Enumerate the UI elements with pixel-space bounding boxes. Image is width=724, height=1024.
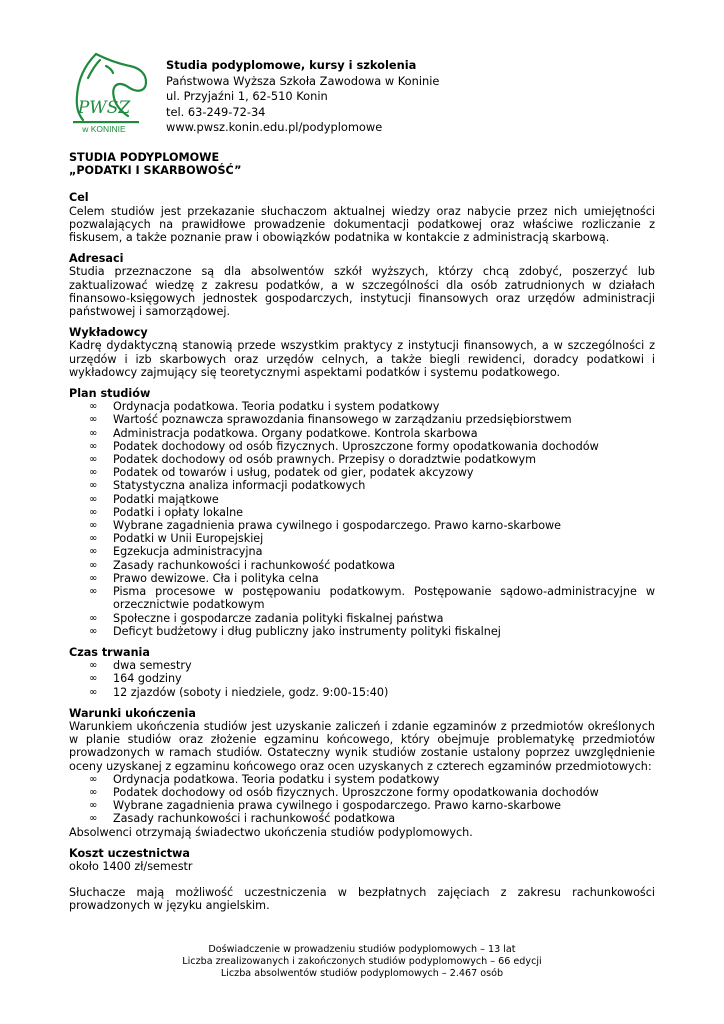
- section-adresaci: [69, 252, 655, 318]
- list-item: ∞ Statystyczna analiza informacji podatkowych: [89, 479, 366, 493]
- infinity-bullet-icon: ∞: [89, 533, 98, 545]
- section-title: Plan studiów: [69, 387, 151, 401]
- infinity-bullet-icon: ∞: [89, 686, 98, 698]
- footer-line: Liczba absolwentów studiów podyplomowych – 2.467 osób: [220, 968, 504, 980]
- section-warunki: [69, 707, 655, 839]
- infinity-bullet-icon: ∞: [89, 493, 98, 505]
- svg-text:w KONINIE: w KONINIE: [82, 124, 126, 134]
- institution-header: [166, 58, 439, 136]
- list-item: ∞ 12 zjazdów (soboty i niedziele, godz. 9:00-15:40): [89, 685, 389, 699]
- section-cel: [69, 191, 655, 244]
- header-line-phone: tel. 63-249-72-34: [166, 104, 266, 119]
- section-text: Celem studiów jest przekazanie słuchaczom aktualnej wiedzy oraz nabycie przez nich umiejętności pozwalających na prawidłowe prowadzenie dokumentacji podatkowej oraz właściwe rozliczanie z fiskusem, a także poznanie praw i obowiązków podatnika w kontakcie z administracją skarbową.: [69, 204, 655, 245]
- list-item: ∞ Egzekucja administracyjna: [89, 545, 263, 559]
- list-item: ∞ Pisma procesowe w postępowaniu podatkowym. Postępowanie sądowo-administracyjne w orzecznictwie podatkowym: [89, 585, 655, 612]
- infinity-bullet-icon: ∞: [89, 414, 98, 426]
- list-item: ∞ Ordynacja podatkowa. Teoria podatku i system podatkowy: [89, 772, 440, 786]
- list-item: ∞ Społeczne i gospodarcze zadania polityki fiskalnej państwa: [89, 611, 444, 625]
- list-item: ∞ Deficyt budżetowy i dług publiczny jako instrumenty polityki fiskalnej: [89, 624, 501, 638]
- infinity-bullet-icon: ∞: [89, 427, 98, 439]
- document-title: STUDIA PODYPLOMOWE „PODATKI I SKARBOWOŚĆ”: [69, 151, 242, 178]
- infinity-bullet-icon: ∞: [89, 612, 98, 624]
- footer-line: Doświadczenie w prowadzeniu studiów podyplomowych – 13 lat: [208, 944, 516, 955]
- list-item: ∞ Zasady rachunkowości i rachunkowość podatkowa: [89, 812, 396, 826]
- list-item: ∞ Podatek od towarów i usług, podatek od gier, podatek akcyzowy: [89, 466, 474, 480]
- header-title: Studia podyplomowe, kursy i szkolenia: [166, 58, 417, 72]
- section-plan: [69, 387, 655, 638]
- section-title: Warunki ukończenia: [69, 706, 196, 720]
- section-after-text: Absolwenci otrzymają świadectwo ukończenia studiów podyplomowych.: [69, 825, 473, 839]
- list-item: ∞ Wybrane zagadnienia prawa cywilnego i gospodarczego. Prawo karno-skarbowe: [89, 519, 562, 533]
- footer-line: Liczba zrealizowanych i zakończonych studiów podyplomowych – 66 edycji: [182, 956, 542, 968]
- infinity-bullet-icon: ∞: [89, 572, 98, 584]
- section-title: Czas trwania: [69, 645, 150, 659]
- header-line-address: ul. Przyjaźni 1, 62-510 Konin: [166, 89, 328, 104]
- section-title: Cel: [69, 191, 89, 205]
- list-item: ∞ Wartość poznawcza sprawozdania finansowego w zarządzaniu przedsiębiorstwem: [89, 413, 572, 427]
- plan-list: [69, 400, 655, 638]
- exam-list: [69, 773, 655, 826]
- section-title: Wykładowcy: [69, 326, 148, 340]
- duration-list: [69, 659, 655, 699]
- list-item: ∞ Podatki i opłaty lokalne: [89, 505, 244, 519]
- pwsz-logo: [66, 50, 152, 136]
- infinity-bullet-icon: ∞: [89, 520, 98, 532]
- cost-note: Słuchacze mają możliwość uczestniczenia w bezpłatnych zajęciach z zakresu rachunkowości prowadzonych w języku angielskim.: [69, 886, 655, 913]
- infinity-bullet-icon: ∞: [89, 660, 98, 672]
- infinity-bullet-icon: ∞: [89, 440, 98, 452]
- infinity-bullet-icon: ∞: [89, 467, 98, 479]
- infinity-bullet-icon: ∞: [89, 559, 98, 571]
- infinity-bullet-icon: ∞: [89, 625, 98, 637]
- section-czas: [69, 646, 655, 699]
- list-item: ∞ Wybrane zagadnienia prawa cywilnego i gospodarczego. Prawo karno-skarbowe: [89, 799, 562, 813]
- header-line-website[interactable]: www.pwsz.konin.edu.pl/podyplomowe: [166, 120, 383, 135]
- infinity-bullet-icon: ∞: [89, 673, 98, 685]
- infinity-bullet-icon: ∞: [89, 401, 98, 413]
- list-item: ∞ Prawo dewizowe. Cła i polityka celna: [89, 571, 319, 585]
- infinity-bullet-icon: ∞: [89, 506, 98, 518]
- list-item: ∞ Podatek dochodowy od osób fizycznych. Uproszczone formy opodatkowania dochodów: [89, 439, 599, 453]
- section-title: Adresaci: [69, 252, 124, 266]
- list-item: ∞ Podatek dochodowy od osób prawnych. Przepisy o doradztwie podatkowym: [89, 453, 537, 467]
- list-item: ∞ Podatki w Unii Europejskiej: [89, 532, 264, 546]
- infinity-bullet-icon: ∞: [89, 480, 98, 492]
- list-item: ∞ dwa semestry: [89, 659, 192, 673]
- section-text: Warunkiem ukończenia studiów jest uzyskanie zaliczeń i zdanie egzaminów z przedmiotów określonych w planie studiów oraz złożenie egzaminu końcowego, który obejmuje problematykę przedmiotów prowadzonych w ramach studiów. Ostateczny wynik studiów zostanie ustalony poprzez uwzględnienie oceny uzyskanej z egzaminu końcowego oraz ocen uzyskanych z czterech egzaminów przedmiotowych:: [69, 719, 655, 773]
- infinity-bullet-icon: ∞: [89, 586, 98, 598]
- infinity-bullet-icon: ∞: [89, 546, 98, 558]
- list-item: ∞ Podatki majątkowe: [89, 492, 219, 506]
- list-item: ∞ 164 godziny: [89, 672, 182, 686]
- infinity-bullet-icon: ∞: [89, 813, 98, 825]
- section-wykladowcy: [69, 326, 655, 379]
- section-text: Studia przeznaczone są dla absolwentów szkół wyższych, którzy chcą zdobyć, poszerzyć lub zaktualizować wiedzę z zakresu podatków, a w szczególności dla osób zatrudnionych w działach finansowo-księgowych jednostek gospodarczych, instytucji finansowych oraz urzędów administracji państwowej i samorządowej.: [69, 265, 655, 319]
- infinity-bullet-icon: ∞: [89, 786, 98, 798]
- list-item: ∞ Administracja podatkowa. Organy podatkowe. Kontrola skarbowa: [89, 426, 478, 440]
- list-item: ∞ Zasady rachunkowości i rachunkowość podatkowa: [89, 558, 396, 572]
- cost-text: około 1400 zł/semestr: [69, 859, 193, 873]
- infinity-bullet-icon: ∞: [89, 454, 98, 466]
- infinity-bullet-icon: ∞: [89, 800, 98, 812]
- header-line-name: Państwowa Wyższa Szkoła Zawodowa w Koninie: [166, 73, 440, 88]
- svg-text:PWSZ: PWSZ: [77, 98, 131, 118]
- list-item: ∞ Podatek dochodowy od osób fizycznych. Uproszczone formy opodatkowania dochodów: [89, 785, 599, 799]
- document-body: [69, 151, 655, 921]
- infinity-bullet-icon: ∞: [89, 773, 98, 785]
- section-text: Kadrę dydaktyczną stanowią przede wszystkim praktycy z instytucji finansowych, a w szczególności z urzędów i izb skarbowych oraz urzędów celnych, a także biegli rewidenci, doradcy podatkowi i wykładowcy zajmujący się teoretycznymi aspektami podatków i systemu podatkowego.: [69, 339, 655, 379]
- section-koszt: [69, 847, 655, 913]
- list-item: ∞ Ordynacja podatkowa. Teoria podatku i system podatkowy: [89, 400, 440, 414]
- footer-stats: [0, 944, 724, 981]
- section-title: Koszt uczestnictwa: [69, 846, 190, 860]
